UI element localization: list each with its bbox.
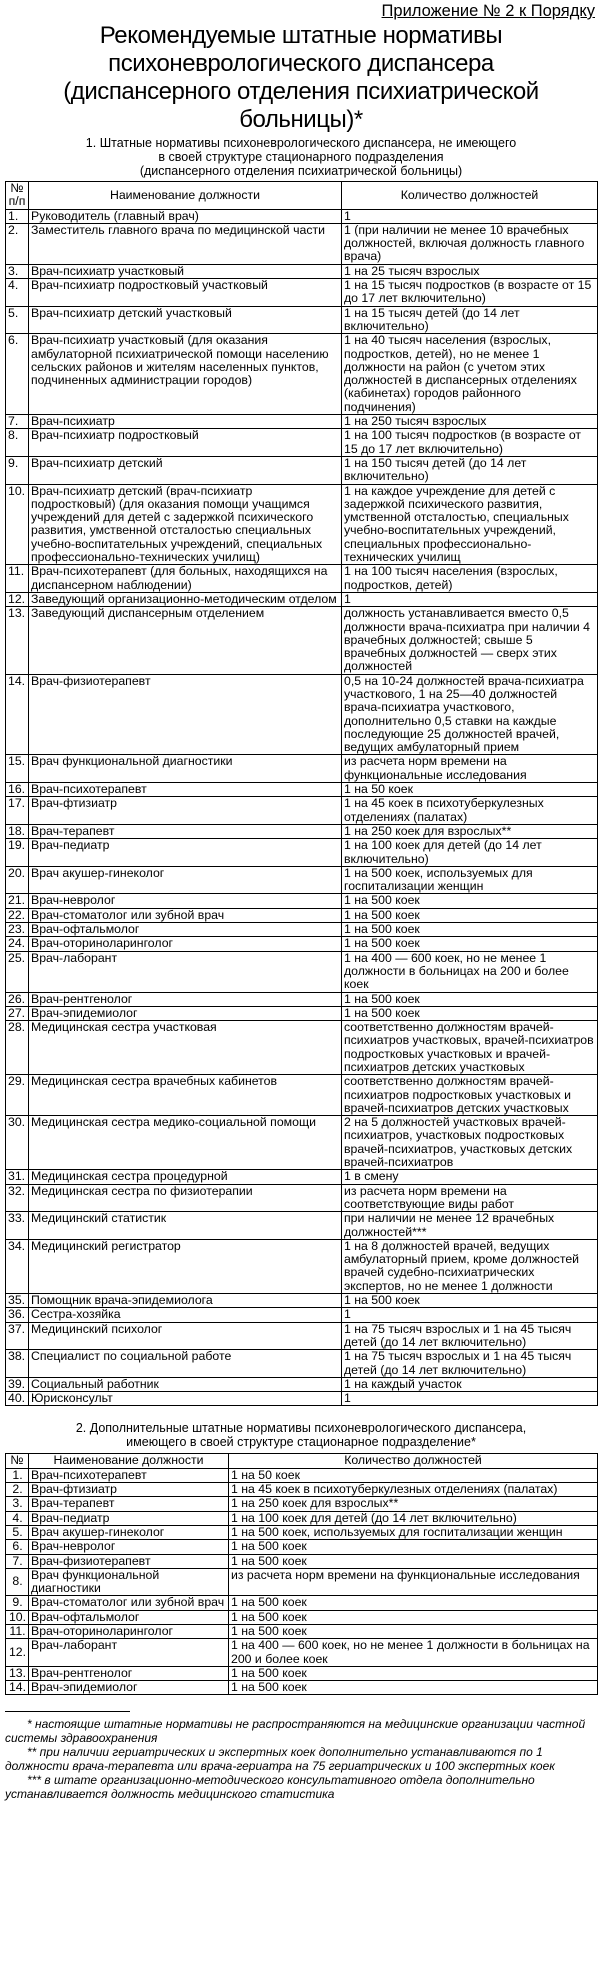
position-cell: Руководитель (главный врач) xyxy=(29,209,342,223)
row-number: 6. xyxy=(6,334,29,415)
row-number: 3. xyxy=(6,1497,29,1511)
footnotes xyxy=(5,1717,597,1801)
quantity-cell: 1 xyxy=(342,592,598,606)
caption-line: 1. Штатные нормативы психоневрологического диспансера, не имеющего xyxy=(85,136,517,150)
position-cell: Врач-терапевт xyxy=(29,824,342,838)
position-cell: Врач-фтизиатр xyxy=(29,797,342,825)
footnote: * настоящие штатные нормативы не распространяются на медицинские организации частной системы здравоохранения xyxy=(5,1717,586,1746)
row-number: 12. xyxy=(6,592,29,606)
quantity-cell: 1 на 8 должностей врачей, ведущих амбулаторный прием, кроме должностей врачей судебно-психиатрических экспертов, но не менее 1 должности xyxy=(342,1239,598,1293)
table-row xyxy=(6,1021,598,1075)
quantity-cell: 1 на 100 коек для детей (до 14 лет включительно) xyxy=(342,839,598,867)
position-cell: Врач-психотерапевт xyxy=(29,783,342,797)
table-row xyxy=(6,592,598,606)
quantity-cell: 1 xyxy=(342,1392,598,1406)
position-cell: Врач функциональной диагностики xyxy=(29,1568,229,1596)
quantity-cell: 1 на 500 коек xyxy=(229,1681,598,1695)
row-number: 9. xyxy=(6,456,29,484)
quantity-cell: 1 на 500 коек, используемых для госпитализации женщин xyxy=(229,1525,598,1539)
footnote-divider xyxy=(5,1711,130,1712)
row-number: 29. xyxy=(6,1075,29,1116)
row-number: 8. xyxy=(6,429,29,457)
quantity-cell: 1 на 500 коек xyxy=(342,923,598,937)
quantity-cell: 1 в смену xyxy=(342,1170,598,1184)
table-header-row xyxy=(6,1454,598,1468)
position-cell: Врач функциональной диагностики xyxy=(29,755,342,783)
row-number: 33. xyxy=(6,1212,29,1240)
table-row xyxy=(6,223,598,264)
table-row xyxy=(6,1308,598,1322)
quantity-cell: 1 на 400 — 600 коек, но не менее 1 должности в больницах на 200 и более коек xyxy=(342,951,598,992)
quantity-cell: 0,5 на 10-24 должностей врача-психиатра участкового, 1 на 25—40 должностей врача-психиатра участкового, дополнительно 0,5 ставки на каждые последующие 25 должностей врачей, ведущих амбулаторный прием xyxy=(342,674,598,755)
row-number: 1. xyxy=(6,1468,29,1482)
table-row xyxy=(6,1116,598,1170)
quantity-cell: из расчета норм времени на функциональные исследования xyxy=(229,1568,598,1596)
table-row xyxy=(6,674,598,755)
table-row xyxy=(6,1666,598,1680)
row-number: 36. xyxy=(6,1308,29,1322)
position-cell: Врач-невролог xyxy=(29,1540,229,1554)
row-number: 39. xyxy=(6,1377,29,1391)
quantity-cell: 1 на 45 коек в психотуберкулезных отделениях (палатах) xyxy=(229,1483,598,1497)
table-row xyxy=(6,783,598,797)
position-cell: Врач-стоматолог или зубной врач xyxy=(29,1596,229,1610)
quantity-cell: 1 на 250 коек для взрослых** xyxy=(342,824,598,838)
footnote: *** в штате организационно-методического консультативного отдела дополнительно устанавливается должность медицинского статистика xyxy=(5,1773,535,1802)
table-row xyxy=(6,334,598,415)
quantity-cell: 1 на 150 тысяч детей (до 14 лет включительно) xyxy=(342,456,598,484)
staffing-table-2 xyxy=(5,1453,598,1695)
table-row xyxy=(6,1639,598,1667)
position-cell: Врач-психотерапевт (для больных, находящихся на диспансерном наблюдении) xyxy=(29,565,342,593)
position-cell: Врач-психиатр участковый xyxy=(29,264,342,278)
position-cell: Сестра-хозяйка xyxy=(29,1308,342,1322)
row-number: 5. xyxy=(6,306,29,334)
row-number: 17. xyxy=(6,797,29,825)
row-number: 15. xyxy=(6,755,29,783)
annex-reference: Приложение № 2 к Порядку xyxy=(381,2,595,20)
table-row xyxy=(6,1596,598,1610)
quantity-cell: 1 на 40 тысяч населения (взрослых, подростков, детей), но не менее 1 должности на район (с учетом этих должностей в диспансерных отделениях (кабинетах) городов районного подчинения) xyxy=(342,334,598,415)
position-cell: Врач-лаборант xyxy=(29,1639,229,1667)
caption-line: (диспансерного отделения психиатрической больницы) xyxy=(139,164,463,178)
row-number: 1. xyxy=(6,209,29,223)
quantity-cell: 1 на каждый участок xyxy=(342,1377,598,1391)
position-cell: Заместитель главного врача по медицинской части xyxy=(29,223,342,264)
row-number: 2. xyxy=(6,223,29,264)
position-cell: Помощник врача-эпидемиолога xyxy=(29,1294,342,1308)
table-header-row xyxy=(6,182,598,210)
quantity-cell: 1 на 15 тысяч детей (до 14 лет включительно) xyxy=(342,306,598,334)
position-cell: Медицинский психолог xyxy=(29,1322,342,1350)
quantity-cell: 2 на 5 должностей участковых врачей-психиатров, участковых подростковых врачей-психиатров, участковых детских врачей-психиатров xyxy=(342,1116,598,1170)
position-cell: Врач-психиатр подростковый участковый xyxy=(29,279,342,307)
table-row xyxy=(6,1239,598,1293)
quantity-cell: 1 на 400 — 600 коек, но не менее 1 должности в больницах на 200 и более коек xyxy=(229,1639,598,1667)
section1-caption xyxy=(5,136,597,178)
position-cell: Медицинская сестра участковая xyxy=(29,1021,342,1075)
table-row xyxy=(6,1511,598,1525)
table-row xyxy=(6,565,598,593)
table-row xyxy=(6,484,598,565)
position-cell: Врач-педиатр xyxy=(29,839,342,867)
row-number: 2. xyxy=(6,1483,29,1497)
quantity-cell: 1 на 500 коек xyxy=(342,1006,598,1020)
table-row xyxy=(6,1212,598,1240)
row-number: 37. xyxy=(6,1322,29,1350)
position-cell: Врач-эпидемиолог xyxy=(29,1681,229,1695)
table-row xyxy=(6,951,598,992)
quantity-cell: 1 xyxy=(342,1308,598,1322)
row-number: 40. xyxy=(6,1392,29,1406)
table-row xyxy=(6,1610,598,1624)
row-number: 25. xyxy=(6,951,29,992)
table-row xyxy=(6,279,598,307)
row-number: 10. xyxy=(6,1610,29,1624)
quantity-cell: соответственно должностям врачей-психиатров подростковых участковых и врачей-психиатров детских участковых xyxy=(342,1075,598,1116)
position-cell: Медицинская сестра процедурной xyxy=(29,1170,342,1184)
header-quantity: Количество должностей xyxy=(342,182,598,210)
position-cell: Врач акушер-гинеколог xyxy=(29,866,342,894)
position-cell: Медицинский регистратор xyxy=(29,1239,342,1293)
table-row xyxy=(6,1322,598,1350)
quantity-cell: 1 на 100 тысяч населения (взрослых, подростков, детей) xyxy=(342,565,598,593)
row-number: 23. xyxy=(6,923,29,937)
table-row xyxy=(6,1554,598,1568)
table-row xyxy=(6,306,598,334)
position-cell: Врач-лаборант xyxy=(29,951,342,992)
position-cell: Врач-фтизиатр xyxy=(29,1483,229,1497)
position-cell: Врач-педиатр xyxy=(29,1511,229,1525)
row-number: 18. xyxy=(6,824,29,838)
quantity-cell: 1 на 500 коек, используемых для госпитализации женщин xyxy=(342,866,598,894)
row-number: 9. xyxy=(6,1596,29,1610)
table-row xyxy=(6,1294,598,1308)
table-row xyxy=(6,908,598,922)
position-cell: Врач-психотерапевт xyxy=(29,1468,229,1482)
position-cell: Врач-невролог xyxy=(29,894,342,908)
title-line: (диспансерного отделения психиатрической больницы)* xyxy=(63,78,539,133)
table-row xyxy=(6,429,598,457)
table-row xyxy=(6,866,598,894)
quantity-cell: соответственно должностям врачей-психиатров участковых, врачей-психиатров подростковых участковых и врачей-психиатров детских участковых xyxy=(342,1021,598,1075)
position-cell: Врач-психиатр детский xyxy=(29,456,342,484)
position-cell: Врач-психиатр детский участковый xyxy=(29,306,342,334)
position-cell: Медицинская сестра по физиотерапии xyxy=(29,1184,342,1212)
table-row xyxy=(6,797,598,825)
table-1-body xyxy=(6,209,598,1406)
staffing-table-1 xyxy=(5,181,598,1406)
quantity-cell: 1 на 500 коек xyxy=(229,1624,598,1638)
row-number: 14. xyxy=(6,1681,29,1695)
table-row xyxy=(6,755,598,783)
quantity-cell: 1 на 500 коек xyxy=(342,1294,598,1308)
position-cell: Врач-офтальмолог xyxy=(29,923,342,937)
row-number: 16. xyxy=(6,783,29,797)
table-row xyxy=(6,1568,598,1596)
table-2-body xyxy=(6,1468,598,1695)
table-row xyxy=(6,1392,598,1406)
row-number: 31. xyxy=(6,1170,29,1184)
table-row xyxy=(6,1525,598,1539)
position-cell: Врач-психиатр детский (врач-психиатр подростковый) (для оказания помощи учащимся учреждений для детей с задержкой психического развития, умственной отсталостью специальных учебно-воспитательных учреждений, специальных профессионально-технических училищ) xyxy=(29,484,342,565)
position-cell: Врач-терапевт xyxy=(29,1497,229,1511)
caption-line: в своей структуре стационарного подразделения xyxy=(158,150,444,164)
quantity-cell: 1 на 25 тысяч взрослых xyxy=(342,264,598,278)
table-row xyxy=(6,839,598,867)
row-number: 7. xyxy=(6,415,29,429)
table-row xyxy=(6,1681,598,1695)
row-number: 4. xyxy=(6,279,29,307)
title-line: психоневрологического диспансера xyxy=(108,50,494,77)
row-number: 38. xyxy=(6,1350,29,1378)
table-row xyxy=(6,1075,598,1116)
quantity-cell: 1 на 250 коек для взрослых** xyxy=(229,1497,598,1511)
position-cell: Врач-оториноларинголог xyxy=(29,937,342,951)
table-row xyxy=(6,992,598,1006)
document-title xyxy=(5,22,597,134)
position-cell: Юрисконсульт xyxy=(29,1392,342,1406)
quantity-cell: 1 на 500 коек xyxy=(229,1554,598,1568)
position-cell: Врач-физиотерапевт xyxy=(29,1554,229,1568)
row-number: 34. xyxy=(6,1239,29,1293)
row-number: 12. xyxy=(6,1639,29,1667)
section2-caption xyxy=(5,1421,597,1449)
position-cell: Врач-психиатр участковый (для оказания амбулаторной психиатрической помощи населению сельских районов и жителям населенных пунктов, подчиненных администрации городов) xyxy=(29,334,342,415)
title-line: Рекомендуемые штатные нормативы xyxy=(99,22,503,49)
position-cell: Заведующий диспансерным отделением xyxy=(29,607,342,674)
quantity-cell: 1 на 250 тысяч взрослых xyxy=(342,415,598,429)
quantity-cell: из расчета норм времени на функциональные исследования xyxy=(342,755,598,783)
position-cell: Врач-психиатр подростковый xyxy=(29,429,342,457)
row-number: 21. xyxy=(6,894,29,908)
position-cell: Врач-психиатр xyxy=(29,415,342,429)
quantity-cell: 1 на 50 коек xyxy=(229,1468,598,1482)
quantity-cell: 1 на 15 тысяч подростков (в возрасте от 15 до 17 лет включительно) xyxy=(342,279,598,307)
row-number: 35. xyxy=(6,1294,29,1308)
quantity-cell: 1 на 75 тысяч взрослых и 1 на 45 тысяч детей (до 14 лет включительно) xyxy=(342,1322,598,1350)
table-row xyxy=(6,1497,598,1511)
quantity-cell: 1 на 500 коек xyxy=(229,1666,598,1680)
row-number: 27. xyxy=(6,1006,29,1020)
quantity-cell: 1 на 500 коек xyxy=(342,937,598,951)
position-cell: Врач-эпидемиолог xyxy=(29,1006,342,1020)
position-cell: Врач-оториноларинголог xyxy=(29,1624,229,1638)
table-row xyxy=(6,1540,598,1554)
table-row xyxy=(6,923,598,937)
position-cell: Врач-физиотерапевт xyxy=(29,674,342,755)
row-number: 14. xyxy=(6,674,29,755)
quantity-cell: 1 на каждое учреждение для детей с задержкой психического развития, умственной отсталостью, специальных учебно-воспитательных учреждений, специальных профессионально-технических училищ xyxy=(342,484,598,565)
header-position: Наименование должности xyxy=(29,1454,229,1468)
table-row xyxy=(6,209,598,223)
caption-line: имеющего в своей структуре стационарное подразделение* xyxy=(126,1435,476,1450)
quantity-cell: 1 на 500 коек xyxy=(229,1610,598,1624)
table-row xyxy=(6,1350,598,1378)
table-row xyxy=(6,1184,598,1212)
table-row xyxy=(6,264,598,278)
row-number: 13. xyxy=(6,1666,29,1680)
quantity-cell: 1 на 500 коек xyxy=(229,1596,598,1610)
row-number: 5. xyxy=(6,1525,29,1539)
table-row xyxy=(6,1468,598,1482)
table-row xyxy=(6,1624,598,1638)
position-cell: Врач-офтальмолог xyxy=(29,1610,229,1624)
header-num: № п/п xyxy=(6,182,29,210)
position-cell: Заведующий организационно-методическим отделом xyxy=(29,592,342,606)
quantity-cell: 1 на 45 коек в психотуберкулезных отделениях (палатах) xyxy=(342,797,598,825)
position-cell: Врач-рентгенолог xyxy=(29,992,342,1006)
quantity-cell: 1 на 50 коек xyxy=(342,783,598,797)
quantity-cell: 1 на 100 коек для детей (до 14 лет включительно) xyxy=(229,1511,598,1525)
quantity-cell: 1 xyxy=(342,209,598,223)
quantity-cell: при наличии не менее 12 врачебных должностей*** xyxy=(342,1212,598,1240)
row-number: 10. xyxy=(6,484,29,565)
quantity-cell: 1 на 500 коек xyxy=(229,1540,598,1554)
row-number: 13. xyxy=(6,607,29,674)
row-number: 3. xyxy=(6,264,29,278)
quantity-cell: 1 на 75 тысяч взрослых и 1 на 45 тысяч детей (до 14 лет включительно) xyxy=(342,1350,598,1378)
row-number: 30. xyxy=(6,1116,29,1170)
table-row xyxy=(6,824,598,838)
table-row xyxy=(6,415,598,429)
row-number: 11. xyxy=(6,565,29,593)
row-number: 6. xyxy=(6,1540,29,1554)
table-row xyxy=(6,1377,598,1391)
quantity-cell: из расчета норм времени на соответствующие виды работ xyxy=(342,1184,598,1212)
row-number: 7. xyxy=(6,1554,29,1568)
position-cell: Врач-рентгенолог xyxy=(29,1666,229,1680)
row-number: 8. xyxy=(6,1568,29,1596)
quantity-cell: 1 на 100 тысяч подростков (в возрасте от 15 до 17 лет включительно) xyxy=(342,429,598,457)
footnote: ** при наличии гериатрических и экспертных коек дополнительно устанавливаются по 1 должности врача-терапевта или врача-гериатра на 75 гериатрических и 100 экспертных коек xyxy=(5,1745,555,1774)
position-cell: Медицинская сестра врачебных кабинетов xyxy=(29,1075,342,1116)
row-number: 4. xyxy=(6,1511,29,1525)
position-cell: Специалист по социальной работе xyxy=(29,1350,342,1378)
quantity-cell: 1 на 500 коек xyxy=(342,908,598,922)
position-cell: Врач акушер-гинеколог xyxy=(29,1525,229,1539)
row-number: 28. xyxy=(6,1021,29,1075)
quantity-cell: должность устанавливается вместо 0,5 должности врача-психиатра при наличии 4 врачебных должностей; свыше 5 врачебных должностей — сверх этих должностей xyxy=(342,607,598,674)
quantity-cell: 1 (при наличии не менее 10 врачебных должностей, включая должность главного врача) xyxy=(342,223,598,264)
table-row xyxy=(6,937,598,951)
position-cell: Социальный работник xyxy=(29,1377,342,1391)
row-number: 20. xyxy=(6,866,29,894)
table-row xyxy=(6,1170,598,1184)
row-number: 32. xyxy=(6,1184,29,1212)
caption-line: 2. Дополнительные штатные нормативы психоневрологического диспансера, xyxy=(75,1421,527,1436)
table-row xyxy=(6,1006,598,1020)
header-position: Наименование должности xyxy=(29,182,342,210)
header-quantity: Количество должностей xyxy=(229,1454,598,1468)
row-number: 11. xyxy=(6,1624,29,1638)
table-row xyxy=(6,456,598,484)
header-num: № xyxy=(6,1454,29,1468)
position-cell: Врач-стоматолог или зубной врач xyxy=(29,908,342,922)
row-number: 22. xyxy=(6,908,29,922)
quantity-cell: 1 на 500 коек xyxy=(342,992,598,1006)
table-row xyxy=(6,1483,598,1497)
position-cell: Медицинский статистик xyxy=(29,1212,342,1240)
row-number: 26. xyxy=(6,992,29,1006)
row-number: 24. xyxy=(6,937,29,951)
row-number: 19. xyxy=(6,839,29,867)
table-row xyxy=(6,607,598,674)
quantity-cell: 1 на 500 коек xyxy=(342,894,598,908)
table-row xyxy=(6,894,598,908)
position-cell: Медицинская сестра медико-социальной помощи xyxy=(29,1116,342,1170)
